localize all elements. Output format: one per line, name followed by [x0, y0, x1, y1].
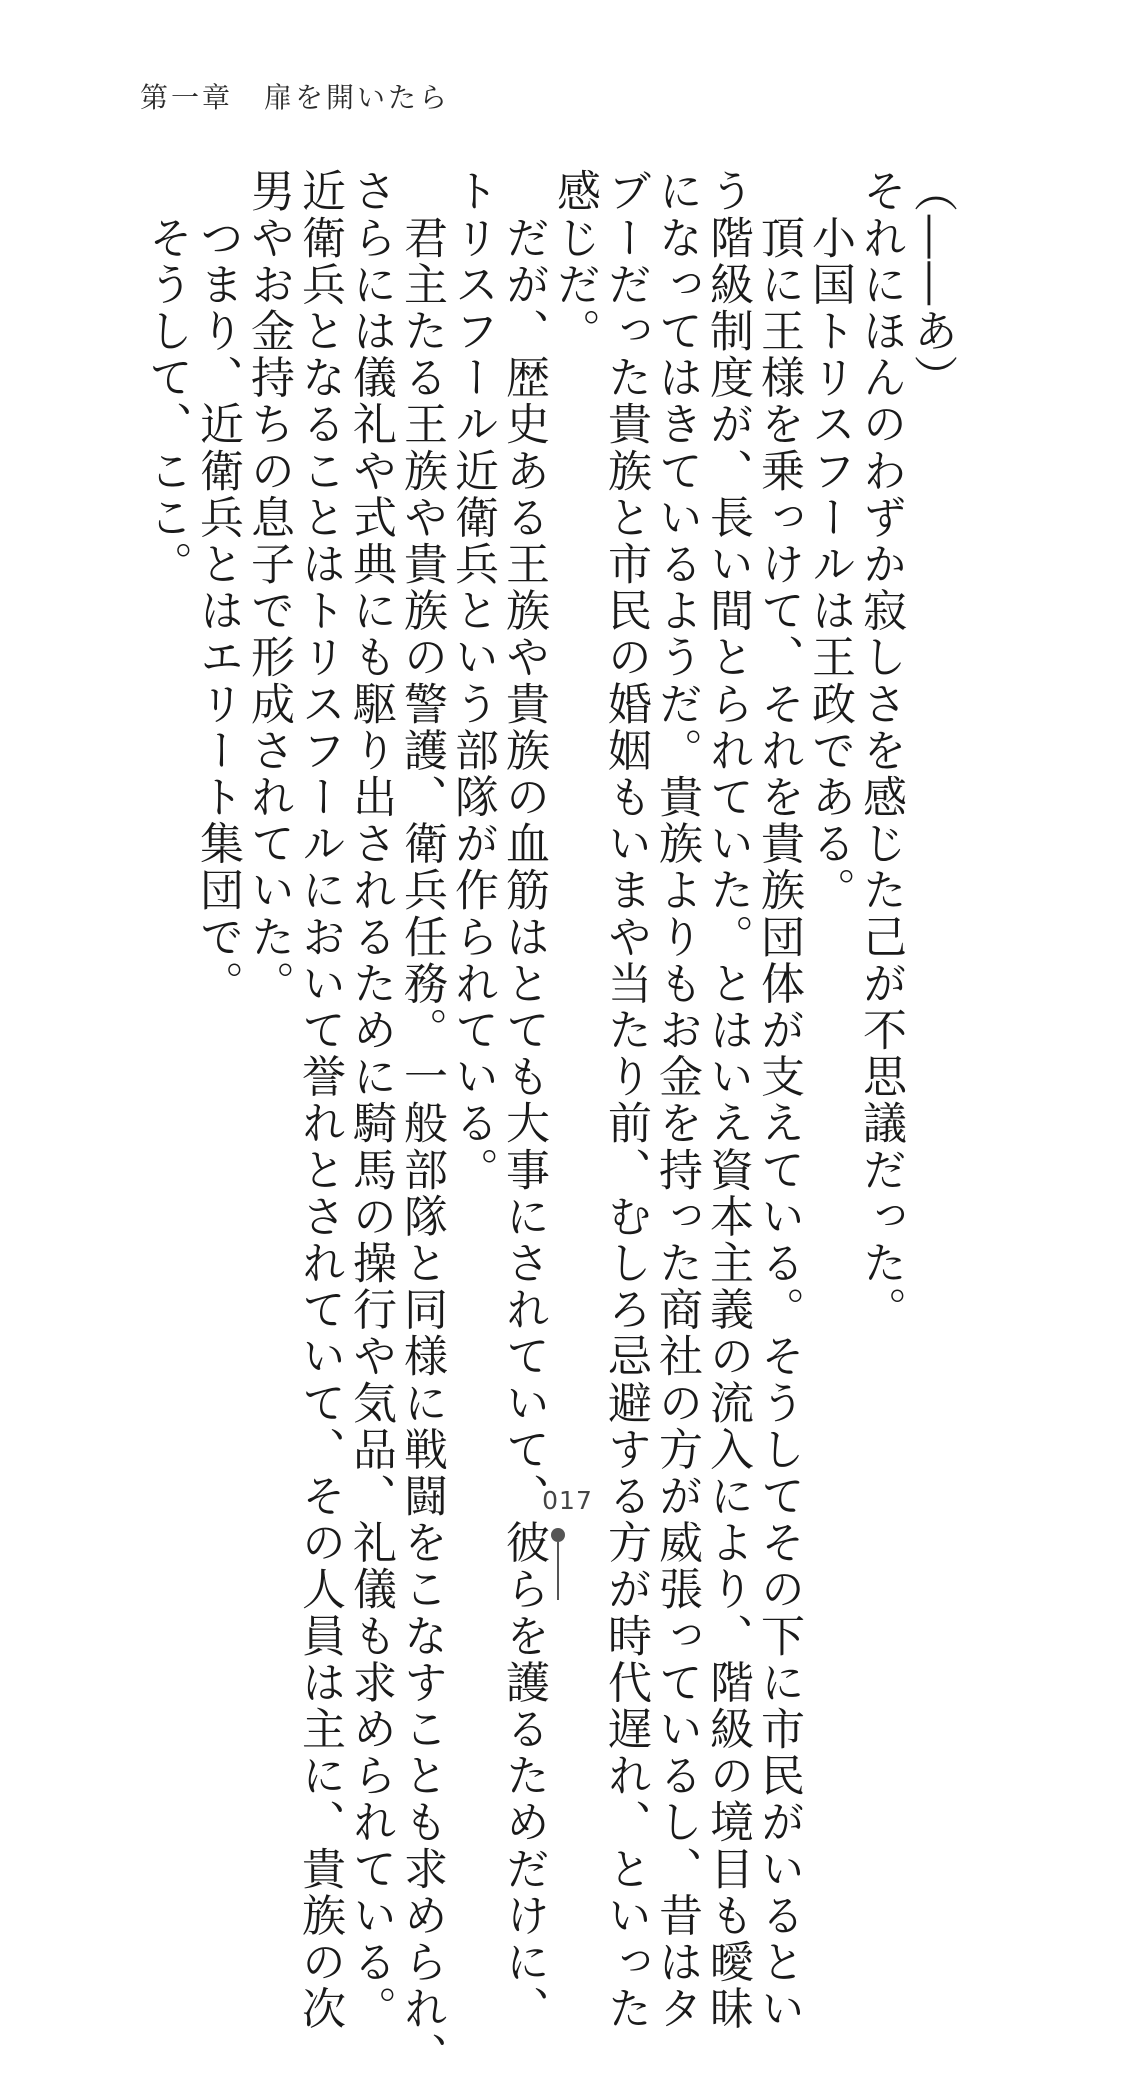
- running-head: 第一章 扉を開いたら: [140, 81, 451, 114]
- text-line: それにほんのわずか寂しさを感じた己が不思議だった。: [855, 168, 906, 1333]
- marker-line: [557, 1542, 559, 1600]
- text-line: だが、歴史ある王族や貴族の血筋はとても大事にされていて、彼らを護るためだけに、: [498, 168, 549, 2032]
- marker-dot: [551, 1528, 565, 1542]
- text-line: つまり、近衛兵とはエリート集団で。: [192, 168, 243, 1007]
- text-line: 感じだ。: [549, 168, 600, 355]
- text-line: 君主たる王族や貴族の警護、衛兵任務。一般部隊と同様に戦闘をこなすことも求められ、: [396, 168, 447, 2079]
- text-line: （――あ）: [906, 168, 957, 401]
- page-number: 017: [542, 1486, 593, 1515]
- page-marker: [548, 1528, 568, 1600]
- text-line: さらには儀礼や式典にも駆り出されるために騎馬の操行や気品、礼儀も求められている。: [345, 168, 396, 2032]
- text-line: 小国トリスフールは王政である。: [804, 168, 855, 914]
- text-line: 男やお金持ちの息子で形成されていた。: [243, 168, 294, 1007]
- text-line: になってはきているようだ。貴族よりもお金を持った商社の方が威張っているし、昔はタ: [651, 168, 702, 2032]
- text-line: ブーだった貴族と市民の婚姻もいまや当たり前、むしろ忌避する方が時代遅れ、といった: [600, 168, 651, 2032]
- text-line: トリスフール近衛兵という部隊が作られている。: [447, 168, 498, 1194]
- text-line: そうして、ここ。: [141, 168, 192, 588]
- text-line: 頂に王様を乗っけて、それを貴族団体が支えている。そうしてその下に市民がいるとい: [753, 168, 804, 2032]
- text-line: 近衛兵となることはトリスフールにおいて誉れとされていて、その人員は主に、貴族の次: [294, 168, 345, 2032]
- text-line: う階級制度が、長い間とられていた。とはいえ資本主義の流入により、階級の境目も曖昧: [702, 168, 753, 2032]
